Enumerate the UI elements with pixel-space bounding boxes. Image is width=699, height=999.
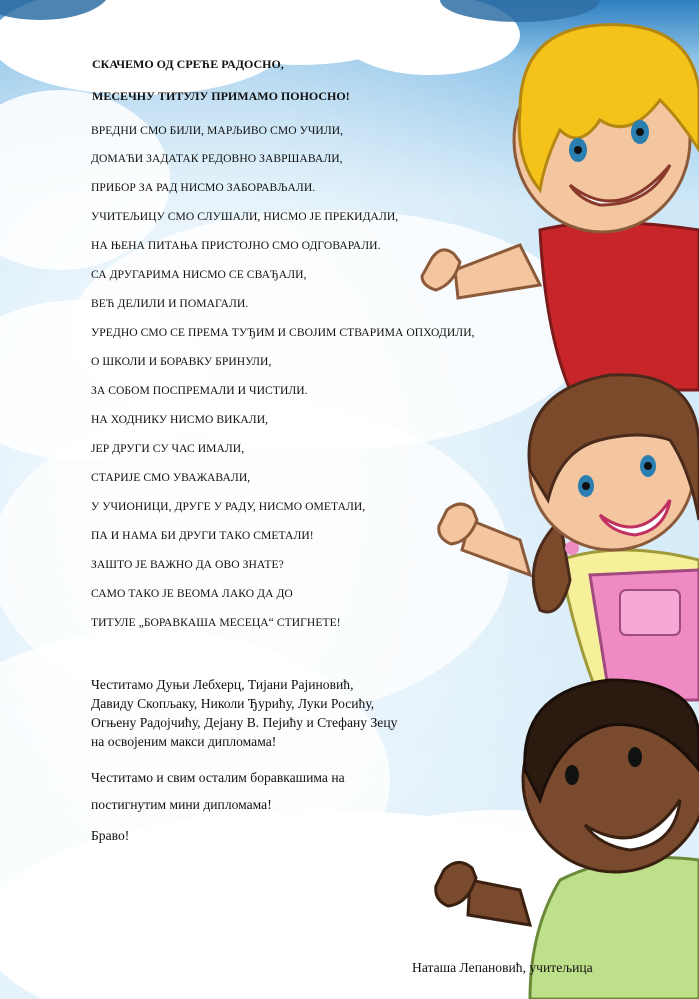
poem-line: У УЧИОНИЦИ, ДРУГЕ У РАДУ, НИСМО ОМЕТАЛИ,: [91, 500, 366, 513]
poem-line: ЗА СОБОМ ПОСПРЕМАЛИ И ЧИСТИЛИ.: [91, 384, 308, 397]
poem-line: ПА И НАМА БИ ДРУГИ ТАКО СМЕТАЛИ!: [91, 529, 314, 542]
poem-line: ЈЕР ДРУГИ СУ ЧАС ИМАЛИ,: [91, 442, 245, 455]
title-line-2: МЕСЕЧНУ ТИТУЛУ ПРИМАМО ПОНОСНО!: [92, 89, 350, 103]
poem-line: УЧИТЕЉИЦУ СМО СЛУШАЛИ, НИСМО ЈЕ ПРЕКИДАЛИ,: [91, 210, 399, 223]
congrats-line: на освојеним макси дипломама!: [91, 734, 277, 749]
poem-line: ПРИБОР ЗА РАД НИСМО ЗАБОРАВЉАЛИ.: [91, 181, 316, 194]
poem-line: ТИТУЛЕ „БОРАВКАША МЕСЕЦА“ СТИГНЕТЕ!: [91, 616, 341, 629]
poem-line: ДОМАЋИ ЗАДАТАК РЕДОВНО ЗАВРШАВАЛИ,: [91, 152, 343, 165]
poem-line: ВЕЋ ДЕЛИЛИ И ПОМАГАЛИ.: [91, 297, 249, 310]
bravo-text: Браво!: [91, 828, 130, 843]
poem-line: САМО ТАКО ЈЕ ВЕОМА ЛАКО ДА ДО: [91, 587, 293, 600]
congrats-line: Честитамо Дуњи Лебхерц, Тијани Рајиновић,: [91, 677, 354, 692]
poem-line: О ШКОЛИ И БОРАВКУ БРИНУЛИ,: [91, 355, 272, 368]
poem-line: ЗАШТО ЈЕ ВАЖНО ДА ОВО ЗНАТЕ?: [91, 558, 284, 571]
congrats-line: Огњену Радојчићу, Дејану В. Пејићу и Стефану Зецу: [91, 715, 398, 730]
congrats-mini-line-2: постигнутим мини дипломама!: [91, 797, 272, 812]
signature: Наташа Лепановић, учитељица: [412, 960, 593, 975]
poem-line: НА ХОДНИКУ НИСМО ВИКАЛИ,: [91, 413, 269, 426]
poem-line: УРЕДНО СМО СЕ ПРЕМА ТУЂИМ И СВОЈИМ СТВАРИМА ОПХОДИЛИ,: [91, 326, 475, 339]
poem-line: СА ДРУГАРИМА НИСМО СЕ СВАЂАЛИ,: [91, 268, 307, 281]
poem-line: ВРЕДНИ СМО БИЛИ, МАРЉИВО СМО УЧИЛИ,: [91, 124, 344, 137]
congrats-mini-line-1: Честитамо и свим осталим боравкашима на: [91, 770, 345, 785]
congrats-line: Давиду Скопљаку, Николи Ђурићу, Луки Росићу,: [91, 696, 375, 711]
poem-line: СТАРИЈЕ СМО УВАЖАВАЛИ,: [91, 471, 251, 484]
poem-line: НА ЊЕНА ПИТАЊА ПРИСТОЈНО СМО ОДГОВАРАЛИ.: [91, 239, 381, 252]
title-line-1: СКАЧЕМО ОД СРЕЋЕ РАДОСНО,: [92, 57, 284, 71]
